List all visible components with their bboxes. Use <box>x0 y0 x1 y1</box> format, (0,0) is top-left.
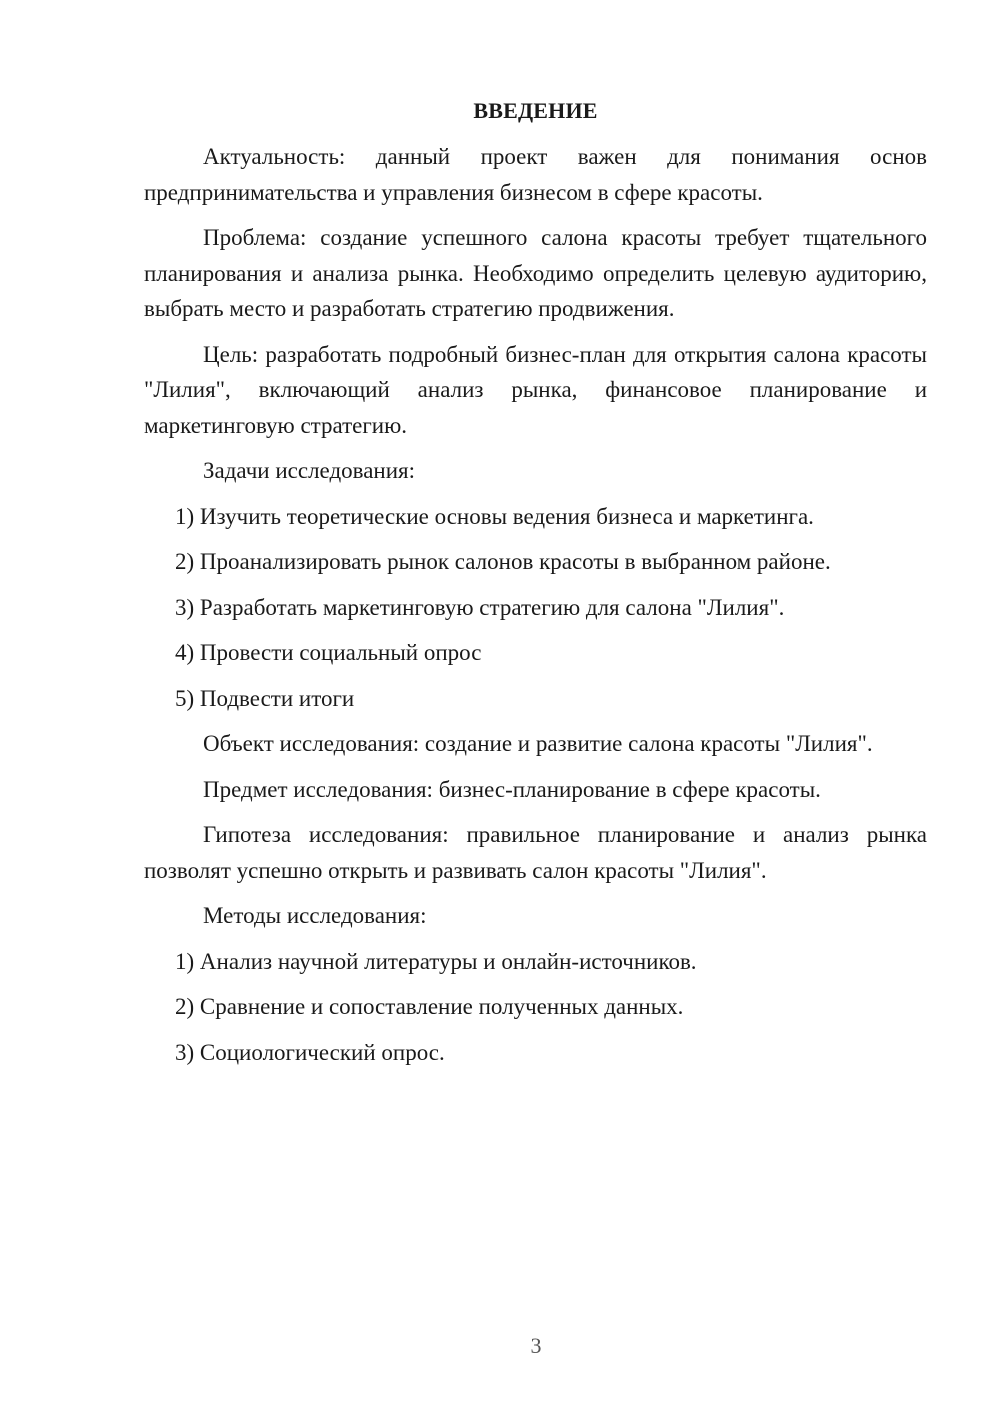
subject-paragraph: Предмет исследования: бизнес-планирование в сфере красоты. <box>203 776 821 802</box>
tasks-list <box>144 499 927 717</box>
object-paragraph: Объект исследования: создание и развитие салона красоты "Лилия". <box>203 731 873 756</box>
problem-paragraph: Проблема: создание успешного салона красоты требует тщательного планирования и анализа рынка. Необходимо определить целевую аудиторию, выбрать место и разработать стратегию продвижения. <box>144 225 927 321</box>
task-item: 3) Разработать маркетинговую стратегию для салона "Лилия". <box>175 594 785 620</box>
tasks-title: Задачи исследования: <box>203 458 416 483</box>
task-item: 5) Подвести итоги <box>175 685 355 711</box>
hypothesis-paragraph: Гипотеза исследования: правильное планирование и анализ рынка позволят успешно открыть и развивать салон красоты "Лилия". <box>144 822 927 883</box>
relevance-paragraph: Актуальность: данный проект важен для понимания основ предпринимательства и управления бизнесом в сфере красоты. <box>144 144 927 205</box>
methods-title: Методы исследования: <box>203 903 427 928</box>
task-item: 1) Изучить теоретические основы ведения бизнеса и маркетинга. <box>175 503 814 529</box>
section-heading: ВВЕДЕНИЕ <box>473 98 598 123</box>
method-item: 2) Сравнение и сопоставление полученных данных. <box>175 994 684 1019</box>
method-item: 3) Социологический опрос. <box>175 1039 445 1065</box>
page-content <box>144 96 927 1080</box>
page-number: 3 <box>530 1333 542 1358</box>
task-item: 2) Проанализировать рынок салонов красоты в выбранном районе. <box>175 549 831 574</box>
goal-paragraph: Цель: разработать подробный бизнес-план для открытия салона красоты "Лилия", включающий анализ рынка, финансовое планирование и маркетинговую стратегию. <box>144 341 927 438</box>
method-item: 1) Анализ научной литературы и онлайн-источников. <box>175 948 697 974</box>
task-item: 4) Провести социальный опрос <box>175 640 482 665</box>
methods-list <box>144 944 927 1071</box>
